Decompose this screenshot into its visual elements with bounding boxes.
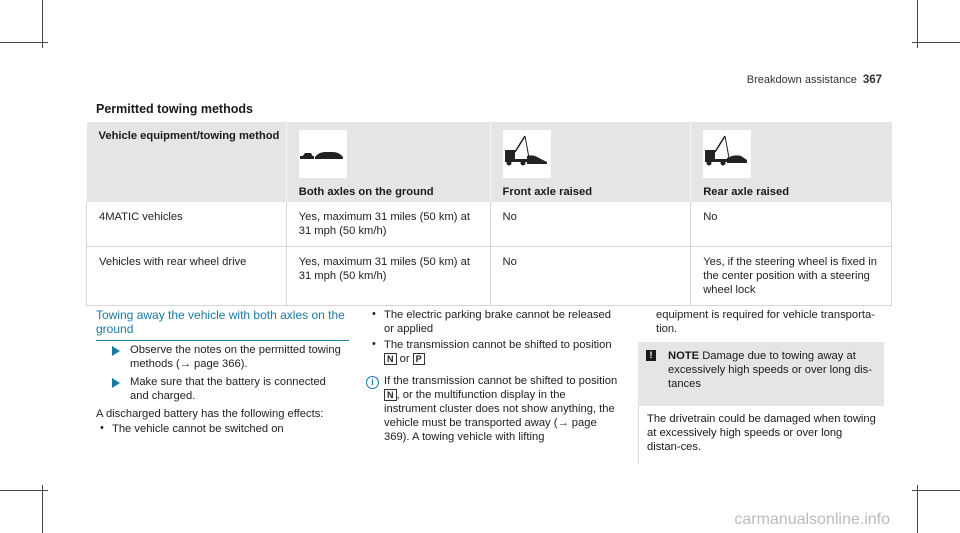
- crop-mark: [42, 0, 43, 48]
- table-row: [87, 202, 892, 247]
- crop-mark: [917, 485, 918, 533]
- header-cell-rear-raised: Rear axle raised: [691, 122, 892, 202]
- table-cell: No: [490, 202, 691, 247]
- step-1-text: Observe the notes on the permitted towing methods (→ page 366).: [130, 344, 341, 370]
- header-cell-front-raised: Front axle raised: [490, 122, 691, 202]
- crop-mark: [0, 490, 48, 491]
- gear-n-symbol: N: [384, 353, 397, 365]
- bullet-mark: •: [100, 422, 104, 434]
- warning-exclamation-icon: !: [646, 350, 656, 361]
- tow-truck-front-raised-icon: [503, 130, 551, 178]
- page-header: [747, 74, 882, 86]
- table-cell: Yes, if the steering wheel is fixed in the center position with a steering wheel lock: [691, 247, 892, 306]
- step-arrow-icon: [112, 378, 120, 388]
- crop-mark: [912, 490, 960, 491]
- crop-mark: [42, 485, 43, 533]
- towing-methods-table: [86, 122, 892, 306]
- step-2-text: Make sure that the battery is connected and charged.: [130, 376, 326, 402]
- crop-mark: [0, 42, 48, 43]
- crop-mark: [912, 42, 960, 43]
- section-heading: Towing away the vehicle with both axles on the ground: [96, 308, 349, 341]
- header-cell-both-axles: Both axles on the ground: [286, 122, 490, 202]
- watermark: carmanualsonline.info: [734, 511, 890, 528]
- bullet-mark: •: [372, 338, 376, 350]
- bullet-3-text: The transmission cannot be shifted to position N or P: [384, 339, 612, 365]
- table-cell: No: [691, 202, 892, 247]
- tow-truck-rear-raised-icon: [703, 130, 751, 178]
- table-cell: 4MATIC vehicles: [87, 202, 287, 247]
- table-cell: Yes, maximum 31 miles (50 km) at 31 mph (50 km/h): [286, 247, 490, 306]
- note-label: NOTE: [668, 350, 700, 362]
- column-3-continuation: equipment is required for vehicle transporta-tion.: [656, 309, 875, 335]
- bullet-2-text: The electric parking brake cannot be released or applied: [384, 309, 611, 335]
- bullet-mark: •: [372, 308, 376, 320]
- table-cell: Yes, maximum 31 miles (50 km) at 31 mph (50 km/h): [286, 202, 490, 247]
- bullet-1-text: The vehicle cannot be switched on: [112, 423, 284, 435]
- note-box: [638, 342, 884, 453]
- car-on-ground-icon: [299, 130, 347, 178]
- crop-mark: [917, 0, 918, 48]
- table-cell: Vehicles with rear wheel drive: [87, 247, 287, 306]
- note-text: If the transmission cannot be shifted to position N , or the multifunction display in the instrument cluster does not show anything, the vehicle must be transported away (→ page 369). A towing vehicle with lifting: [384, 375, 618, 443]
- gear-n-symbol: N: [384, 389, 397, 401]
- info-icon: i: [366, 376, 379, 389]
- page-number: 367: [862, 74, 882, 86]
- section-name: Breakdown assistance: [746, 74, 857, 86]
- header-cell-equipment: Vehicle equipment/towing method: [87, 122, 287, 202]
- table-cell: No: [490, 247, 691, 306]
- intro-text: A discharged battery has the following effects:: [96, 408, 324, 420]
- gear-p-symbol: P: [413, 353, 425, 365]
- note-heading: Damage due to towing away at excessively high speeds or over long dis-tances: [668, 350, 872, 390]
- note-body: The drivetrain could be damaged when towing at excessively high speeds or over long distan-ces.: [638, 406, 884, 464]
- table-row: [87, 247, 892, 306]
- step-arrow-icon: [112, 346, 120, 356]
- table-title: Permitted towing methods: [96, 102, 253, 116]
